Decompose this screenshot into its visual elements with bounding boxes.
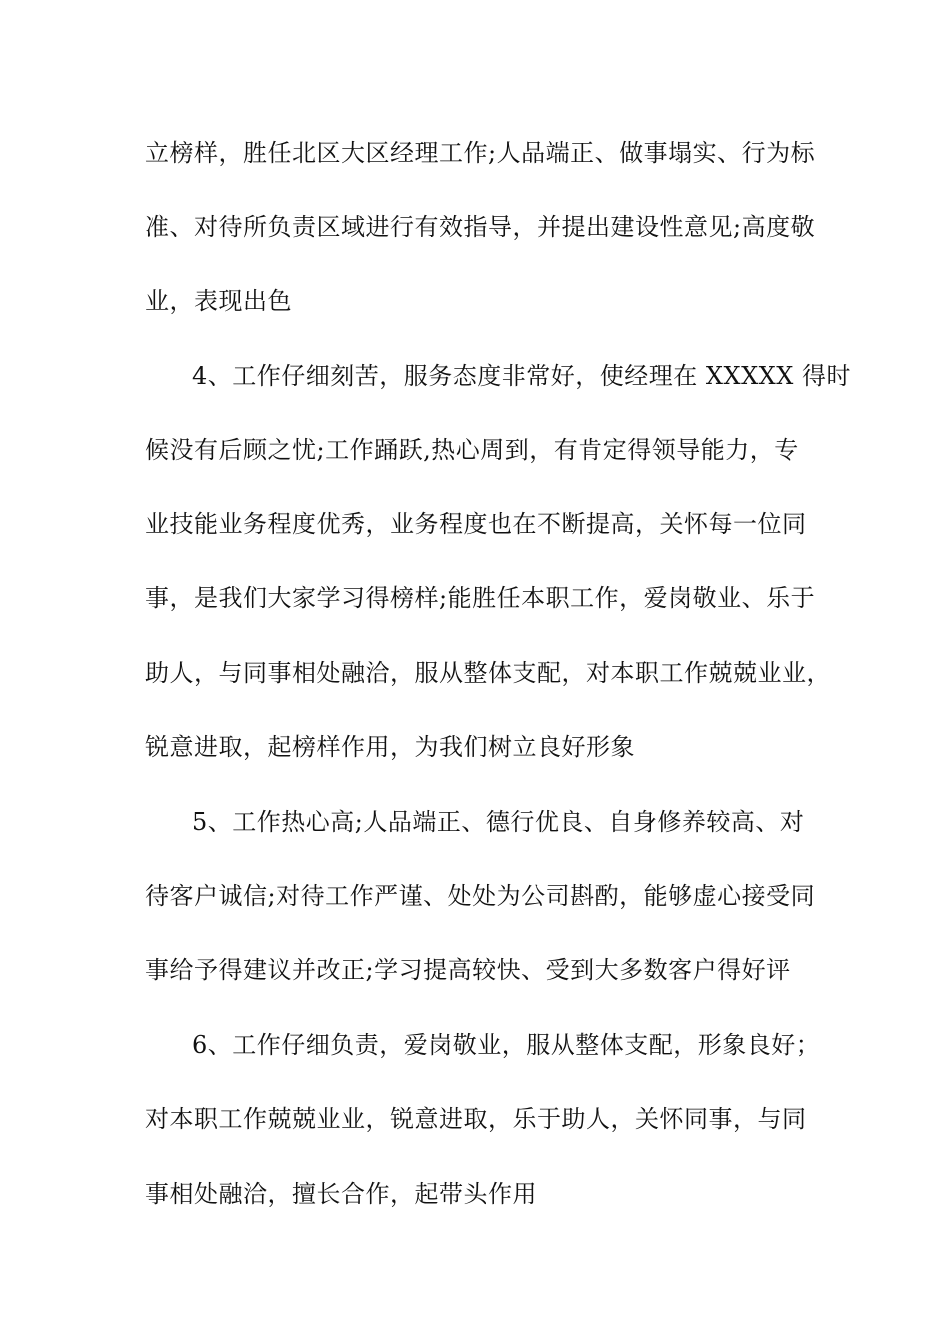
text-line: 候没有后顾之忧;工作踊跃,热心周到，有肯定得领导能力，专 — [145, 436, 799, 464]
text-line: 助人，与同事相处融洽，服从整体支配，对本职工作兢兢业业， — [145, 659, 831, 687]
text-line: 事，是我们大家学习得榜样;能胜任本职工作，爱岗敬业、乐于 — [145, 584, 816, 612]
paragraph-4-first-line: 4、工作仔细刻苦，服务态度非常好，使经理在 XXXXX 得时 — [192, 362, 851, 390]
text-line: 立榜样，胜任北区大区经理工作;人品端正、做事塌实、行为标 — [145, 139, 816, 167]
text-line: 业，表现出色 — [145, 287, 292, 315]
text-line: 锐意进取，起榜样作用，为我们树立良好形象 — [145, 733, 635, 761]
text-line: 准、对待所负责区域进行有效指导，并提出建设性意见;高度敬 — [145, 213, 816, 241]
paragraph-6-first-line: 6、工作仔细负责，爱岗敬业，服从整体支配，形象良好； — [192, 1031, 821, 1059]
text-line: 业技能业务程度优秀，业务程度也在不断提高，关怀每一位同 — [145, 510, 807, 538]
text-line: 对本职工作兢兢业业，锐意进取，乐于助人，关怀同事，与同 — [145, 1105, 807, 1133]
text-line: 事给予得建议并改正;学习提高较快、受到大多数客户得好评 — [145, 956, 791, 984]
text-line: 事相处融洽，擅长合作，起带头作用 — [145, 1180, 537, 1208]
paragraph-5-first-line: 5、工作热心高;人品端正、德行优良、自身修养较高、对 — [192, 808, 805, 836]
text-line: 待客户诚信;对待工作严谨、处处为公司斟酌，能够虚心接受同 — [145, 882, 816, 910]
